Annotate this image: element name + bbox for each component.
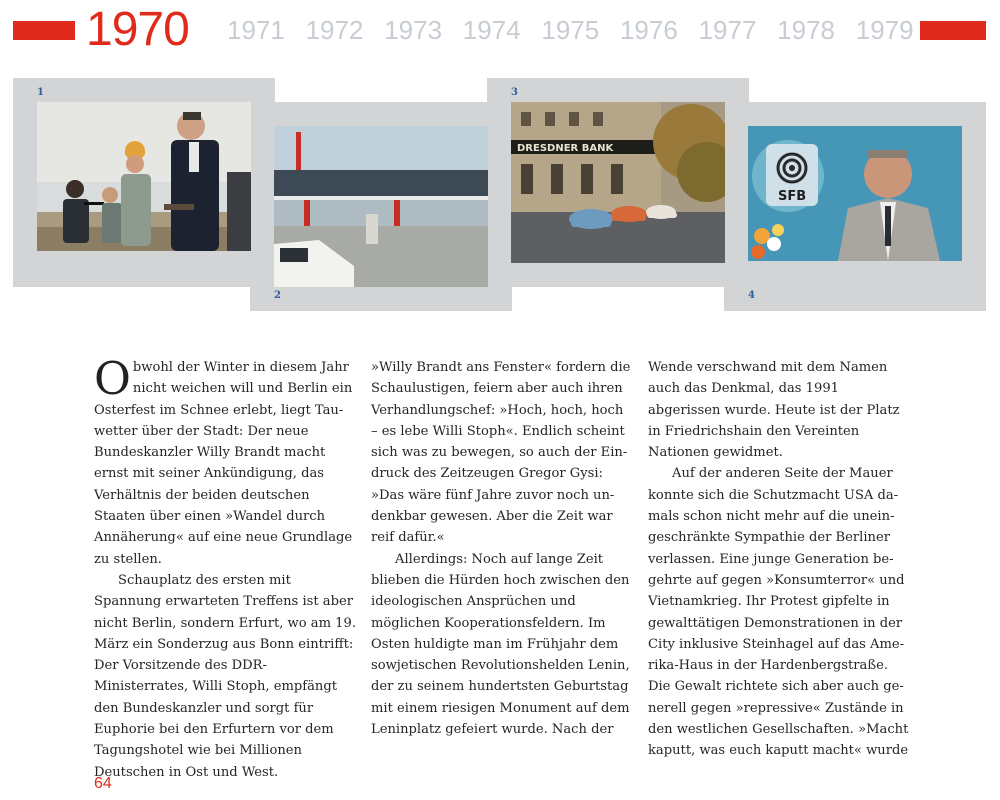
red-bar-left [13, 21, 75, 40]
paragraph: »Willy Brandt ans Fenster« fordern die Schaulustigen, feiern aber auch ihren Verhandlungschef: »Hoch, hoch, hoch – es lebe Willi Stoph«. Endlich scheint sich was zu bewegen, so auch der Eindruck des Zeitzeugen Gregor Gysi: »Das wäre fünf Jahre zuvor noch undenkbar gewesen. Aber die Zeit war reif dafür.« [371, 360, 631, 546]
photo-4 [748, 126, 962, 261]
current-year: 1970 [86, 3, 189, 56]
paragraph: Wende verschwand mit dem Namen auch das Denkmal, das 1991 abgerissen wurde. Heute ist der Platz in Friedrichshain den Vereinten Nationen gewidmet. [648, 360, 900, 461]
page-number: 64 [94, 775, 112, 792]
year-1978[interactable]: 1978 [777, 15, 835, 45]
text-column-1 [94, 352, 356, 783]
photo-2-image [274, 126, 488, 287]
year-timeline [227, 14, 934, 46]
paragraph: Allerdings: Noch auf lange Zeit blieben die Hürden hoch zwischen den ideologischen Ansprüchen und möglichen Kooperationsfeldern. Im Osten huldigte man im Frühjahr dem sowjetischen Revolutionshelden Lenin, der zu seinem hundertsten Geburtstag mit einem riesigen Monument auf dem Leninplatz gefeiert wurde. Nach der [371, 551, 630, 738]
red-bar-right [920, 21, 986, 40]
drop-cap: O [94, 352, 131, 405]
photo-3-image [511, 102, 725, 263]
photo-1-image [37, 102, 251, 251]
photo-number-4: 4 [748, 290, 755, 301]
photo-4-image [748, 126, 962, 261]
year-1971[interactable]: 1971 [227, 15, 285, 45]
photo-3 [511, 102, 725, 263]
photo-number-1: 1 [37, 87, 44, 98]
year-1979[interactable]: 1979 [855, 15, 914, 45]
paragraph: Schauplatz des ersten mit Spannung erwarteten Treffens ist aber nicht Berlin, sondern Erfurt, wo am 19. März ein Sonderzug aus Bonn eintrifft: Der Vorsitzende des DDR-Ministerrates, Willi Stoph, empfängt den Bundeskanzler und sorgt für Euphorie bei den Erfurtern vor dem Tagungshotel wie bei Millionen Deutschen in Ost und West. [94, 572, 356, 780]
year-1972[interactable]: 1972 [305, 15, 364, 45]
year-1977[interactable]: 1977 [698, 15, 757, 45]
text-column-3 [648, 357, 910, 762]
photo-1 [37, 102, 251, 251]
photo-number-3: 3 [511, 87, 518, 98]
year-1975[interactable]: 1975 [541, 15, 600, 45]
paragraph: Auf der anderen Seite der Mauer konnte sich die Schutzmacht USA damals schon nicht mehr auf die uneingeschränkte Sympathie der Berliner verlassen. Eine junge Generation begehrte auf gegen »Konsumterror« und Vietnamkrieg. Ihr Protest gipfelte in gewalttätigen Demonstrationen in der City inklusive Steinhagel auf das Amerika-Haus in der Hardenbergstraße. Die Gewalt richtete sich aber auch generell gegen »repressive« Zustände in den westlichen Gesellschaften. »Macht kaputt, was euch kaputt macht« wurde [648, 466, 909, 759]
photo-3-sign: DRESDNER BANK [517, 143, 614, 154]
photo-number-2: 2 [274, 290, 281, 301]
year-1976[interactable]: 1976 [619, 15, 678, 45]
paragraph-text: bwohl der Winter in diesem Jahr nicht weichen will und Berlin ein Osterfest im Schnee erlebt, liegt Tauwetter über der Stadt: Der neue Bundeskanzler Willy Brandt macht ernst mit seiner Ankündigung, das Verhältnis der beiden deutschen Staaten über einen »Wandel durch Annäherung« auf eine neue Grundlage zu stellen. [94, 360, 353, 567]
year-1973[interactable]: 1973 [384, 15, 443, 45]
year-1974[interactable]: 1974 [462, 15, 521, 45]
paragraph [94, 352, 356, 570]
text-column-2 [371, 357, 633, 740]
sfb-logo: SFB [778, 189, 807, 204]
photo-2 [274, 126, 488, 287]
